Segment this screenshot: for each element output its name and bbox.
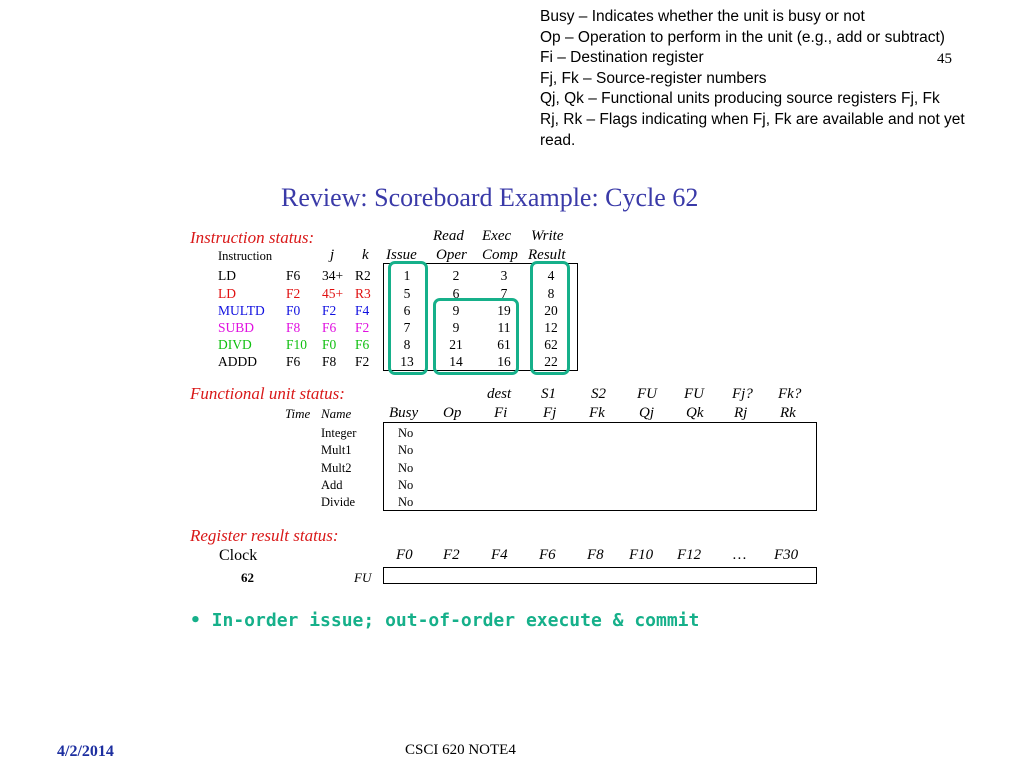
functional-unit-table-frame <box>383 422 817 511</box>
fu-header-s1: S1 <box>541 386 556 402</box>
fu-header-fu-qj: FU <box>637 386 657 402</box>
instr-read: 6 <box>452 286 460 301</box>
instr-write: 22 <box>544 354 558 369</box>
fu-header-op: Op <box>443 405 462 421</box>
instr-k: F2 <box>355 354 370 369</box>
summary-bullet: • In-order issue; out-of-order execute & commit <box>190 610 700 631</box>
instr-exec: 7 <box>500 286 508 301</box>
reg-header: F4 <box>491 547 508 563</box>
col-header-exec-comp: Comp <box>482 247 518 263</box>
instr-write: 62 <box>544 337 558 352</box>
clock-label: Clock <box>219 547 258 564</box>
page-number: 45 <box>937 51 952 67</box>
instr-write: 8 <box>547 286 555 301</box>
note-line: Op – Operation to perform in the unit (e.g., add or subtract) <box>540 28 945 46</box>
instr-dest: F0 <box>286 303 301 318</box>
instr-j: 45+ <box>322 286 344 301</box>
instr-write: 12 <box>544 320 558 335</box>
register-result-table-frame <box>383 567 817 584</box>
instr-exec: 19 <box>497 303 511 318</box>
fu-header-rk: Rk <box>780 405 796 421</box>
instr-k: F4 <box>355 303 370 318</box>
register-result-status-heading: Register result status: <box>190 526 339 545</box>
instr-exec: 61 <box>497 337 511 352</box>
note-line: read. <box>540 131 576 149</box>
instr-issue: 7 <box>403 320 411 335</box>
instr-op: LD <box>218 286 236 301</box>
fu-header-name: Name <box>321 406 352 421</box>
instr-op: DIVD <box>218 337 252 352</box>
instr-read: 14 <box>449 354 463 369</box>
reg-header: F8 <box>587 547 604 563</box>
reg-header: … <box>733 547 747 563</box>
fu-name: Divide <box>321 495 356 509</box>
instr-op: MULTD <box>218 303 265 318</box>
instr-op: ADDD <box>218 354 257 369</box>
footer-date: 4/2/2014 <box>57 743 114 760</box>
instr-j: F0 <box>322 337 337 352</box>
instr-k: R2 <box>355 268 371 283</box>
instruction-status-heading: Instruction status: <box>190 228 315 247</box>
write-column-highlight <box>530 261 570 375</box>
fu-header-busy: Busy <box>389 405 419 421</box>
read-exec-highlight <box>433 298 519 375</box>
instr-issue: 5 <box>403 286 411 301</box>
instr-j: 34+ <box>322 268 344 283</box>
fu-header-time: Time <box>285 406 311 421</box>
instr-k: F6 <box>355 337 370 352</box>
note-line: Fi – Destination register <box>540 49 704 67</box>
instr-issue: 13 <box>400 354 414 369</box>
fu-header-s2: S2 <box>591 386 606 402</box>
instr-dest: F6 <box>286 354 301 369</box>
instr-read: 9 <box>452 320 460 335</box>
instr-read: 21 <box>449 337 463 352</box>
reg-header: F12 <box>677 547 702 563</box>
fu-header-rj: Rj <box>734 405 748 421</box>
fu-name: Integer <box>321 426 357 440</box>
instr-j: F6 <box>322 320 337 335</box>
note-line: Fj, Fk – Source-register numbers <box>540 69 767 87</box>
instr-issue: 1 <box>403 268 411 283</box>
notes-block <box>540 7 1020 151</box>
instr-read: 2 <box>452 268 460 283</box>
instr-op: LD <box>218 268 236 283</box>
instr-issue: 6 <box>403 303 411 318</box>
fu-header-fk: Fk? <box>778 386 802 402</box>
reg-header: F10 <box>629 547 654 563</box>
fu-header-dest: dest <box>487 386 512 402</box>
instr-dest: F8 <box>286 320 301 335</box>
note-line: Busy – Indicates whether the unit is busy or not <box>540 8 865 25</box>
fu-header-qj: Qj <box>639 405 654 421</box>
fu-header-fu-qk: FU <box>684 386 704 402</box>
instr-exec: 16 <box>497 354 511 369</box>
instr-exec: 3 <box>500 268 508 283</box>
reg-header: F2 <box>443 547 460 563</box>
col-header-k: k <box>362 247 369 263</box>
note-line: Rj, Rk – Flags indicating when Fj, Fk are available and not yet <box>540 110 965 128</box>
fu-header-fj-sub: Fj <box>543 405 557 421</box>
fu-name: Mult2 <box>321 461 352 475</box>
fu-row-label: FU <box>354 570 372 585</box>
instr-read: 9 <box>452 303 460 318</box>
fu-busy: No <box>398 461 414 475</box>
functional-unit-status-heading: Functional unit status: <box>190 384 345 403</box>
col-header-j: j <box>330 247 335 263</box>
fu-header-fk-sub: Fk <box>589 405 605 421</box>
col-header-write-result: Result <box>528 247 566 263</box>
instr-write: 4 <box>547 268 555 283</box>
fu-name: Mult1 <box>321 443 352 457</box>
instr-dest: F6 <box>286 268 301 283</box>
slide-title: Review: Scoreboard Example: Cycle 62 <box>281 183 699 212</box>
instr-dest: F2 <box>286 286 301 301</box>
instr-dest: F10 <box>286 337 308 352</box>
col-header-instruction: Instruction <box>218 249 273 263</box>
fu-header-qk: Qk <box>686 405 704 421</box>
note-line: Qj, Qk – Functional units producing source registers Fj, Fk <box>540 90 940 108</box>
col-header-read-oper: Oper <box>436 247 467 263</box>
reg-header: F0 <box>396 547 413 563</box>
instr-exec: 11 <box>497 320 511 335</box>
instr-k: R3 <box>355 286 371 301</box>
instr-k: F2 <box>355 320 370 335</box>
instr-j: F8 <box>322 354 337 369</box>
fu-busy: No <box>398 495 414 509</box>
instr-j: F2 <box>322 303 337 318</box>
fu-busy: No <box>398 478 414 492</box>
clock-value: 62 <box>241 570 254 585</box>
col-header-write: Write <box>531 228 564 244</box>
col-header-issue: Issue <box>386 247 417 263</box>
issue-column-highlight <box>388 261 428 375</box>
reg-header: F30 <box>774 547 799 563</box>
instr-op: SUBD <box>218 320 255 335</box>
reg-header: F6 <box>539 547 556 563</box>
fu-busy: No <box>398 426 414 440</box>
fu-header-fj: Fj? <box>732 386 753 402</box>
footer-course: CSCI 620 NOTE4 <box>405 742 516 758</box>
col-header-read: Read <box>433 228 464 244</box>
col-header-exec: Exec <box>482 228 512 244</box>
fu-header-fi: Fi <box>494 405 508 421</box>
fu-busy: No <box>398 443 414 457</box>
instr-write: 20 <box>544 303 558 318</box>
fu-name: Add <box>321 478 343 492</box>
instr-issue: 8 <box>403 337 411 352</box>
